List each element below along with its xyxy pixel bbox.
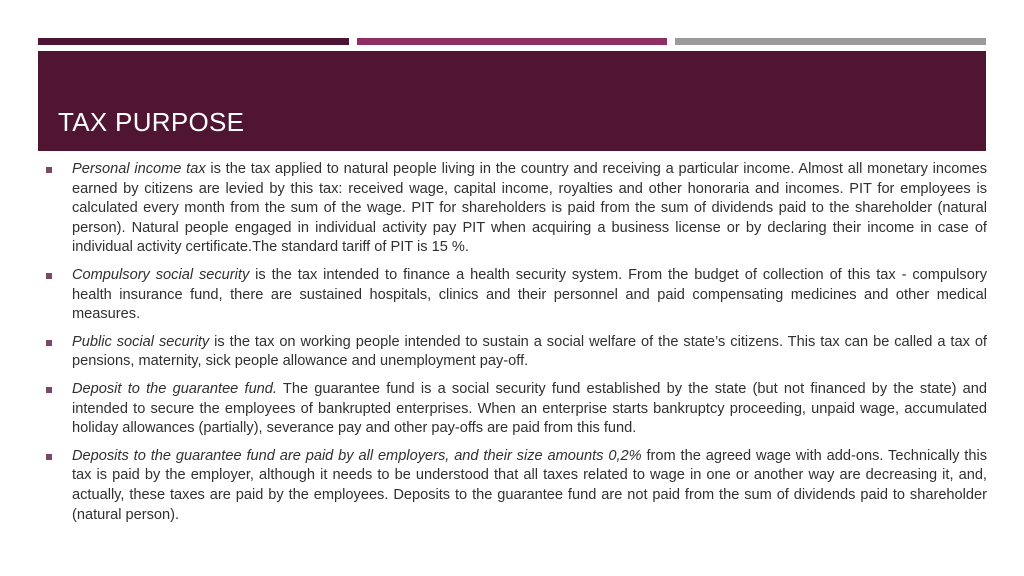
square-bullet-icon <box>46 387 52 393</box>
bullet-compulsory-social-security <box>45 266 987 325</box>
slide-title: TAX PURPOSE <box>58 107 245 137</box>
bullet-deposits-paid-by-employers <box>45 447 987 525</box>
bullet-text: is the tax on working people intended to sustain a social welfare of the state’s citizens. This tax can be called a tax of pensions, maternity, sick people allowance and unemployment pay-off. <box>72 333 987 370</box>
bullet-deposit-guarantee-fund <box>45 380 987 439</box>
header-stripe-magenta <box>357 38 667 45</box>
bullet-text: from the agreed wage with add-ons. Technically this tax is paid by the employer, although it needs to be understood that all taxes related to wage in one or another way are decreasing it, and, actually, these taxes are paid by the employees. Deposits to the guarantee fund are not paid from the sum of dividends paid to shareholder (natural person). <box>72 447 987 523</box>
bullet-term: Personal income tax <box>72 161 206 177</box>
header-stripe-dark <box>38 38 349 45</box>
square-bullet-icon <box>46 273 52 279</box>
bullet-list <box>45 160 987 533</box>
bullet-public-social-security <box>45 333 987 372</box>
bullet-text: is the tax applied to natural people living in the country and receiving a particular income. Almost all monetary incomes earned by citizens are levied by this tax: received wage, capital income, royalties and other honoraria and incomes. PIT for employees is calculated every month from the sum of the wage. PIT for shareholders is paid from the sum of dividends paid to the shareholder (natural person). Natural people engaged in individual activity pay PIT when acquiring a business license or by declaring their income in case of individual activity certificate.The standard tariff of PIT is 15 %. <box>72 161 987 256</box>
bullet-text: is the tax intended to finance a health security system. From the budget of collection of this tax - compulsory health insurance fund, there are sustained hospitals, clinics and their personnel and paid compensating medicines and other medical measures. <box>72 266 987 323</box>
title-band <box>38 51 986 151</box>
bullet-term: Public social security <box>72 333 210 350</box>
header-stripe-gray <box>675 38 986 45</box>
bullet-term: Deposit to the guarantee fund. <box>72 380 277 397</box>
square-bullet-icon <box>46 454 52 460</box>
bullet-text: The guarantee fund is a social security fund established by the state (but not financed by the state) and intended to secure the employees of bankrupted enterprises. When an enterprise starts bankruptcy proceeding, unpaid wage, accumulated holiday allowances (partially), severance pay and other pay-offs are paid from this fund. <box>72 380 987 437</box>
bullet-personal-income-tax <box>45 160 987 258</box>
square-bullet-icon <box>46 340 52 346</box>
bullet-term: Deposits to the guarantee fund are paid by all employers, and their size amounts 0,2% <box>72 447 642 464</box>
bullet-term: Compulsory social security <box>72 266 250 283</box>
square-bullet-icon <box>46 167 52 173</box>
